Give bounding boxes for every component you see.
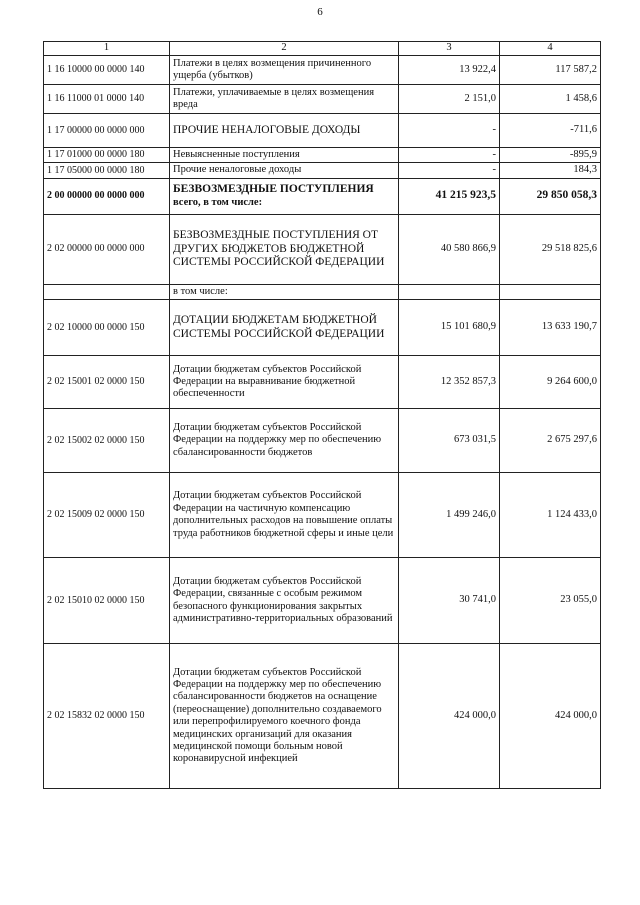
budget-code-cell: 2 02 00000 00 0000 000 <box>44 214 170 284</box>
column-header-2: 2 <box>170 42 399 56</box>
table-row <box>44 163 601 178</box>
revenue-table <box>43 41 601 789</box>
value-col3-cell: 673 031,5 <box>399 409 500 473</box>
value-col4-cell: 184,3 <box>500 163 601 178</box>
value-col3-cell: 30 741,0 <box>399 558 500 644</box>
budget-code-cell: 2 02 15002 02 0000 150 <box>44 409 170 473</box>
value-col3-cell: 2 151,0 <box>399 85 500 114</box>
table-row <box>44 558 601 644</box>
value-col4-cell: 117 587,2 <box>500 56 601 85</box>
value-col3-cell: 424 000,0 <box>399 644 500 789</box>
value-col4-cell <box>500 284 601 299</box>
budget-code-cell: 2 02 15010 02 0000 150 <box>44 558 170 644</box>
revenue-name-cell: Дотации бюджетам субъектов Российской Федерации на частичную компенсацию дополнительных расходов на повышение оплаты труда работников бюджетной сферы и иные цели <box>170 473 399 558</box>
table-row <box>44 85 601 114</box>
revenue-name-cell: Дотации бюджетам субъектов Российской Федерации на поддержку мер по обеспечению сбалансированности бюджетов на оснащение (переоснащение) дополнительно создаваемого или перепрофилируемого коечного фонда медицинских организаций для оказания медицинской помощи больным новой коронавирусной инфекцией <box>170 644 399 789</box>
value-col4-cell: 29 850 058,3 <box>500 178 601 214</box>
budget-code-cell: 2 02 15832 02 0000 150 <box>44 644 170 789</box>
table-row <box>44 214 601 284</box>
value-col3-cell: 15 101 680,9 <box>399 300 500 356</box>
budget-code-cell: 1 17 01000 00 0000 180 <box>44 148 170 163</box>
value-col3-cell: 13 922,4 <box>399 56 500 85</box>
total-name-line2: всего, в том числе: <box>173 196 263 208</box>
revenue-name-cell: Невыясненные поступления <box>170 148 399 163</box>
value-col3-cell: 12 352 857,3 <box>399 356 500 409</box>
value-col4-cell: 424 000,0 <box>500 644 601 789</box>
value-col3-cell: - <box>399 148 500 163</box>
budget-code-cell: 1 17 05000 00 0000 180 <box>44 163 170 178</box>
revenue-name-cell <box>170 178 399 214</box>
budget-code-cell <box>44 284 170 299</box>
revenue-name-cell: ДОТАЦИИ БЮДЖЕТАМ БЮДЖЕТНОЙ СИСТЕМЫ РОССИЙСКОЙ ФЕДЕРАЦИИ <box>170 300 399 356</box>
value-col3-cell: 1 499 246,0 <box>399 473 500 558</box>
table-row <box>44 356 601 409</box>
budget-code-cell: 1 16 10000 00 0000 140 <box>44 56 170 85</box>
value-col4-cell: 1 124 433,0 <box>500 473 601 558</box>
table-row <box>44 300 601 356</box>
revenue-name-cell: Дотации бюджетам субъектов Российской Федерации на поддержку мер по обеспечению сбалансированности бюджетов <box>170 409 399 473</box>
revenue-name-cell: Платежи в целях возмещения причиненного ущерба (убытков) <box>170 56 399 85</box>
value-col3-cell: - <box>399 163 500 178</box>
table-row <box>44 409 601 473</box>
column-header-3: 3 <box>399 42 500 56</box>
value-col4-cell: 9 264 600,0 <box>500 356 601 409</box>
value-col4-cell: -711,6 <box>500 114 601 148</box>
value-col4-cell: 29 518 825,6 <box>500 214 601 284</box>
value-col4-cell: 2 675 297,6 <box>500 409 601 473</box>
budget-code-cell: 1 17 00000 00 0000 000 <box>44 114 170 148</box>
budget-code-cell: 2 02 15009 02 0000 150 <box>44 473 170 558</box>
value-col4-cell: 23 055,0 <box>500 558 601 644</box>
total-name-line1: БЕЗВОЗМЕЗДНЫЕ ПОСТУПЛЕНИЯ <box>173 183 374 196</box>
table-row <box>44 473 601 558</box>
column-header-1: 1 <box>44 42 170 56</box>
table-row <box>44 114 601 148</box>
table-row <box>44 56 601 85</box>
revenue-name-cell: ПРОЧИЕ НЕНАЛОГОВЫЕ ДОХОДЫ <box>170 114 399 148</box>
budget-code-cell: 2 02 10000 00 0000 150 <box>44 300 170 356</box>
total-row <box>44 178 601 214</box>
budget-code-cell: 2 02 15001 02 0000 150 <box>44 356 170 409</box>
table-row <box>44 148 601 163</box>
value-col3-cell: - <box>399 114 500 148</box>
budget-code-cell: 1 16 11000 01 0000 140 <box>44 85 170 114</box>
revenue-name-cell: в том числе: <box>170 284 399 299</box>
budget-code-cell: 2 00 00000 00 0000 000 <box>44 178 170 214</box>
table-header-row <box>44 42 601 56</box>
table-row <box>44 284 601 299</box>
value-col4-cell: 13 633 190,7 <box>500 300 601 356</box>
value-col3-cell <box>399 284 500 299</box>
revenue-name-cell: Дотации бюджетам субъектов Российской Федерации на выравнивание бюджетной обеспеченности <box>170 356 399 409</box>
value-col4-cell: 1 458,6 <box>500 85 601 114</box>
revenue-name-cell: БЕЗВОЗМЕЗДНЫЕ ПОСТУПЛЕНИЯ ОТ ДРУГИХ БЮДЖЕТОВ БЮДЖЕТНОЙ СИСТЕМЫ РОССИЙСКОЙ ФЕДЕРАЦИИ <box>170 214 399 284</box>
page-number: 6 <box>317 6 323 18</box>
revenue-name-cell: Прочие неналоговые доходы <box>170 163 399 178</box>
value-col3-cell: 41 215 923,5 <box>399 178 500 214</box>
value-col3-cell: 40 580 866,9 <box>399 214 500 284</box>
value-col4-cell: -895,9 <box>500 148 601 163</box>
revenue-name-cell: Платежи, уплачиваемые в целях возмещения вреда <box>170 85 399 114</box>
column-header-4: 4 <box>500 42 601 56</box>
table-row <box>44 644 601 789</box>
revenue-name-cell: Дотации бюджетам субъектов Российской Федерации, связанные с особым режимом безопасного функционирования закрытых административно-территориальных образований <box>170 558 399 644</box>
